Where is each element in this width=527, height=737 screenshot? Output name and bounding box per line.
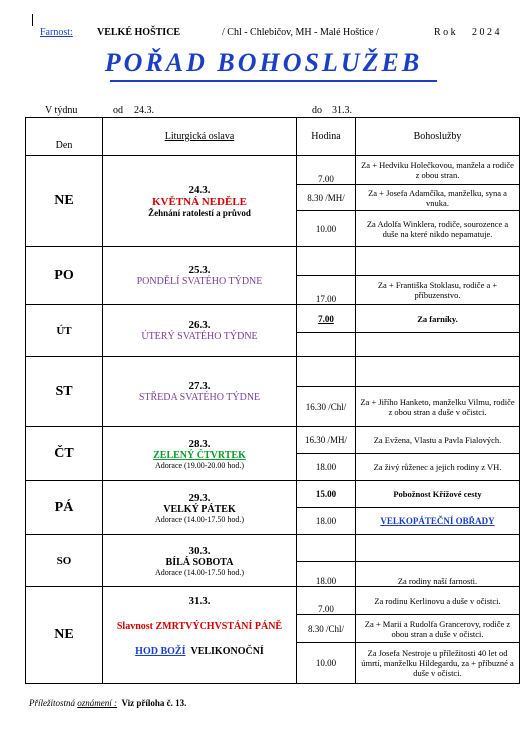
day-cell: ST xyxy=(26,357,103,427)
col-services: Bohoslužby xyxy=(356,118,520,156)
table-row xyxy=(26,156,520,185)
time-cell xyxy=(297,333,356,357)
week-from-label: od xyxy=(113,105,123,116)
week-from: 24.3. xyxy=(134,105,154,116)
celebration-cell: 28.3. ZELENÝ ČTVRTEK Adorace (19.00-20.00 hod.) xyxy=(103,427,297,481)
week-to: 31.3. xyxy=(332,105,352,116)
footer-note: Příležitostná oznámení : Viz příloha č. 13. xyxy=(29,698,187,708)
time-cell: 7.00 xyxy=(297,305,356,333)
time-cell: 10.00 xyxy=(297,211,356,247)
day-cell: NE xyxy=(26,587,103,684)
time-cell xyxy=(297,247,356,276)
service-cell: Pobožnost Křížové cesty xyxy=(356,481,520,508)
service-cell: Za rodiny naší farnosti. xyxy=(356,562,520,587)
table-row xyxy=(26,535,520,562)
day-cell: PO xyxy=(26,247,103,305)
day-cell: PÁ xyxy=(26,481,103,535)
celebration-cell: 24.3. KVĚTNÁ NEDĚLE Žehnání ratolestí a průvod xyxy=(103,156,297,247)
table-row xyxy=(26,357,520,387)
time-cell: 7.00 xyxy=(297,156,356,185)
parish-name: VELKÉ HOŠTICE xyxy=(97,27,181,38)
parish-label: Farnost: xyxy=(40,27,73,38)
service-cell: Za + Františka Stoklasu, rodiče a + příbuzenstvo. xyxy=(356,276,520,305)
service-cell: Za živý růženec a jejich rodiny z VH. xyxy=(356,454,520,481)
day-cell: ČT xyxy=(26,427,103,481)
day-cell: ÚT xyxy=(26,305,103,357)
service-cell: VELKOPÁTEČNÍ OBŘADY xyxy=(356,508,520,535)
time-cell xyxy=(297,535,356,562)
page-title: POŘAD BOHOSLUŽEB xyxy=(104,48,423,77)
service-cell: Za rodinu Kerlinovu a duše v očistci. xyxy=(356,587,520,615)
table-row xyxy=(26,587,520,615)
service-cell: Za + Jiřího Hanketo, manželku Vilmu, rodiče z obou stran a duše v očistci. xyxy=(356,387,520,427)
time-cell: 16.30 /MH/ xyxy=(297,427,356,454)
year-label: R o k xyxy=(434,27,456,38)
day-cell: SO xyxy=(26,535,103,587)
celebration-cell: 30.3. BÍLÁ SOBOTA Adorace (14.00-17.50 hod.) xyxy=(103,535,297,587)
service-cell xyxy=(356,535,520,562)
table-row xyxy=(26,305,520,333)
time-cell: 8.30 /Chl/ xyxy=(297,615,356,643)
time-cell: 16.30 /Chl/ xyxy=(297,387,356,427)
table-row xyxy=(26,481,520,508)
service-cell xyxy=(356,247,520,276)
time-cell: 8.30 /MH/ xyxy=(297,185,356,211)
celebration-cell: 29.3. VELKÝ PÁTEK Adorace (14.00-17.50 hod.) xyxy=(103,481,297,535)
table-header-row xyxy=(26,118,520,156)
year: 2 0 2 4 xyxy=(472,27,500,38)
service-cell: Za + Hedviku Holečkovou, manžela a rodiče z obou stran. xyxy=(356,156,520,185)
col-time: Hodina xyxy=(297,118,356,156)
time-cell xyxy=(297,357,356,387)
time-cell: 10.00 xyxy=(297,643,356,684)
time-cell: 18.00 xyxy=(297,508,356,535)
service-cell xyxy=(356,333,520,357)
cursor-mark xyxy=(32,14,33,26)
col-celebration: Liturgická oslava xyxy=(103,118,297,156)
service-cell xyxy=(356,357,520,387)
service-cell: Za Josefa Nestroje u příležitosti 40 let od úmrtí, manželku Hildegardu, za + příbuzné a duše v očistci. xyxy=(356,643,520,684)
day-cell: NE xyxy=(26,156,103,247)
celebration-cell: 26.3. ÚTERÝ SVATÉHO TÝDNE xyxy=(103,305,297,357)
week-to-label: do xyxy=(312,105,322,116)
table-row xyxy=(26,247,520,276)
title-underline xyxy=(110,80,437,82)
service-cell: Za farníky. xyxy=(356,305,520,333)
week-label: V týdnu xyxy=(45,105,78,116)
celebration-cell: 25.3. PONDĚLÍ SVATÉHO TÝDNE xyxy=(103,247,297,305)
time-cell: 18.00 xyxy=(297,562,356,587)
time-cell: 7.00 xyxy=(297,587,356,615)
celebration-cell: 31.3. Slavnost ZMRTVÝCHVSTÁNÍ PÁNĚ HOD BOŽÍ VELIKONOČNÍ xyxy=(103,587,297,684)
time-cell: 17.00 xyxy=(297,276,356,305)
service-cell: Za Adolfa Winklera, rodiče, sourozence a duše na které nikdo nepamatuje. xyxy=(356,211,520,247)
service-cell: Za + Josefa Adamčíka, manželku, syna a vnuka. xyxy=(356,185,520,211)
time-cell: 18.00 xyxy=(297,454,356,481)
service-cell: Za + Marii a Rudolfa Grancerovy, rodiče z obou stran a duše v očistci. xyxy=(356,615,520,643)
schedule-table xyxy=(25,117,520,684)
service-cell: Za Evžena, Vlastu a Pavla Fialových. xyxy=(356,427,520,454)
celebration-cell: 27.3. STŘEDA SVATÉHO TÝDNE xyxy=(103,357,297,427)
col-day: Den xyxy=(26,118,103,156)
table-row xyxy=(26,427,520,454)
time-cell: 15.00 xyxy=(297,481,356,508)
subparishes: / Chl - Chlebičov, MH - Malé Hoštice / xyxy=(222,27,379,38)
